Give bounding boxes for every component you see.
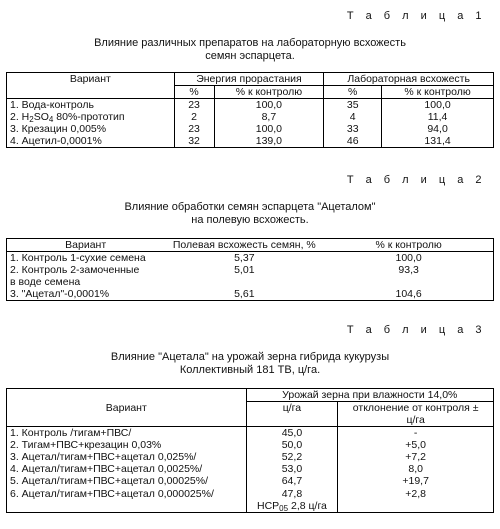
- table1-cell: 23: [174, 99, 214, 112]
- table-row: [7, 427, 494, 440]
- table3-cell: 8,0: [338, 463, 494, 475]
- table2-cell-variant: 3. "Ацетал"-0,0001%: [10, 288, 110, 301]
- table3-title-line2: Коллективный 181 ТВ, ц/га.: [179, 364, 321, 376]
- table1-cell: 8,7: [214, 111, 324, 123]
- table2-cell: 100,0: [395, 252, 422, 265]
- table2-cell: [164, 276, 324, 288]
- table3-cell-variant: 5. Ацетал/тигам+ПВС+ацетал 0,00025%/: [10, 475, 209, 488]
- table1-cell: 100,0: [214, 99, 324, 112]
- table3-hcp: [246, 500, 338, 513]
- table3-label: Т а б л и ц а 3: [346, 324, 486, 336]
- table-row: [7, 463, 494, 475]
- table3-cell: +7,2: [338, 451, 494, 463]
- table1-title-line2: семян эспарцета.: [205, 50, 295, 62]
- table-row: [7, 276, 494, 288]
- table1-cell-variant: [7, 111, 175, 123]
- table1-cell: 35: [324, 99, 382, 112]
- table3-cell: 47,8: [246, 488, 338, 500]
- table3-cell-variant: 2. Тигам+ПВС+крезацин 0,03%: [10, 439, 162, 452]
- table3-cell: +5,0: [338, 439, 494, 451]
- table3-sub-cga: ц/га: [246, 402, 338, 427]
- table2-cell: 93,3: [398, 264, 419, 277]
- table2-cell-variant: 1. Контроль 1-сухие семена: [10, 252, 146, 265]
- table1-cell: 23: [174, 123, 214, 135]
- table3-cell: 53,0: [246, 463, 338, 475]
- table-row: [7, 488, 494, 500]
- table2-cell: 104,6: [395, 288, 422, 301]
- table1-cell: 94,0: [382, 123, 494, 135]
- table3-cell: +19,7: [338, 475, 494, 487]
- table-row: [7, 500, 494, 513]
- table3-cell: -: [338, 427, 494, 440]
- table-row: [7, 439, 494, 451]
- table3-cell-variant: 1. Контроль /тигам+ПВС/: [10, 427, 132, 440]
- table1-header-variant: Вариант: [7, 73, 175, 99]
- table3-cell-variant: 3. Ацетал/тигам+ПВС+ацетал 0,025%/: [10, 451, 197, 464]
- table1-cell-variant: 1. Вода-контроль: [10, 99, 94, 112]
- table1-header-energy: Энергия прорастания: [174, 73, 324, 86]
- table3-cell-empty: [338, 500, 494, 513]
- table3-header-yield: Урожай зерна при влажности 14,0%: [246, 389, 493, 402]
- table1-sub-pct: %: [174, 86, 214, 99]
- table1-cell: 100,0: [382, 99, 494, 112]
- table-row: [7, 475, 494, 487]
- table1: [6, 72, 494, 148]
- table2-header-field: Полевая всхожесть семян, %: [164, 239, 324, 252]
- deviation-line1: отклонение от контроля ±: [352, 402, 479, 415]
- table2-header-pct: % к контролю: [324, 239, 493, 252]
- table2-cell: 5,37: [234, 252, 255, 265]
- table-row: [7, 135, 494, 148]
- table3-cell: +2,8: [338, 488, 494, 500]
- subscript: 05: [279, 503, 289, 513]
- table3-cell: 52,2: [246, 451, 338, 463]
- variant-text: 80%-прототип: [53, 111, 125, 124]
- subscript: 2: [29, 115, 34, 125]
- table-row: [7, 288, 494, 301]
- hcp-text: 2,8 ц/га: [288, 499, 327, 512]
- table2-title-line2: на полевую всхожесть.: [191, 214, 309, 226]
- table1-header-lab: Лабораторная всхожесть: [324, 73, 494, 86]
- table1-sub-pct-control-2: % к контролю: [382, 86, 494, 99]
- table1-cell: 139,0: [214, 135, 324, 148]
- table3-cell-variant: 4. Ацетал/тигам+ПВС+ацетал 0,0025%/: [10, 463, 203, 476]
- table-row: [7, 111, 494, 123]
- table1-cell: 4: [324, 111, 382, 123]
- table3-cell: 64,7: [246, 475, 338, 487]
- table3-cell-empty: [7, 500, 247, 513]
- table2-cell-variant: в воде семена: [10, 276, 81, 289]
- table3-header-variant: Вариант: [7, 389, 247, 427]
- table1-cell-variant: 3. Крезацин 0,005%: [10, 123, 107, 136]
- table1-cell: 46: [324, 135, 382, 148]
- hcp-text: НСР: [257, 499, 280, 512]
- table2: [6, 238, 494, 301]
- table1-cell: 131,4: [382, 135, 494, 148]
- table2-cell: [324, 276, 493, 288]
- table-row: [7, 99, 494, 112]
- table3-cell-variant: 6. Ацетал/тигам+ПВС+ацетал 0,000025%/: [10, 487, 214, 500]
- table3-cell: 45,0: [246, 427, 338, 440]
- table-row: [7, 451, 494, 463]
- table3-sub-deviation: [338, 402, 494, 427]
- table1-sub-pct-control: % к контролю: [214, 86, 324, 99]
- table1-cell: 11,4: [382, 111, 494, 123]
- table1-cell-variant: 4. Ацетил-0,0001%: [10, 135, 102, 148]
- table2-cell: 5,61: [234, 288, 255, 301]
- table1-cell: 100,0: [214, 123, 324, 135]
- variant-text: SO: [33, 111, 49, 124]
- table2-header-variant: Вариант: [7, 239, 165, 252]
- deviation-line2: ц/га: [406, 414, 425, 427]
- table-row: [7, 252, 494, 265]
- table1-cell: 33: [324, 123, 382, 135]
- table3: [6, 388, 494, 513]
- variant-text: 2. H: [10, 111, 30, 124]
- table1-title-line1: Влияние различных препаратов на лабораторную всхожесть: [94, 37, 406, 49]
- table1-cell: 2: [174, 111, 214, 123]
- subscript: 4: [48, 115, 54, 125]
- table1-cell: 32: [174, 135, 214, 148]
- table-row: [7, 123, 494, 135]
- table2-title-line1: Влияние обработки семян эспарцета "Ацеталом": [124, 201, 376, 213]
- table1-label: Т а б л и ц а 1: [346, 10, 486, 22]
- table-row: [7, 264, 494, 276]
- table3-cell: 50,0: [246, 439, 338, 451]
- table2-cell: 5,01: [234, 264, 255, 277]
- table2-cell-variant: 2. Контроль 2-замоченные: [10, 264, 140, 277]
- table2-label: Т а б л и ц а 2: [346, 174, 486, 186]
- table1-sub-pct-2: %: [324, 86, 382, 99]
- table3-title-line1: Влияние "Ацетала" на урожай зерна гибрида кукурузы: [110, 351, 390, 363]
